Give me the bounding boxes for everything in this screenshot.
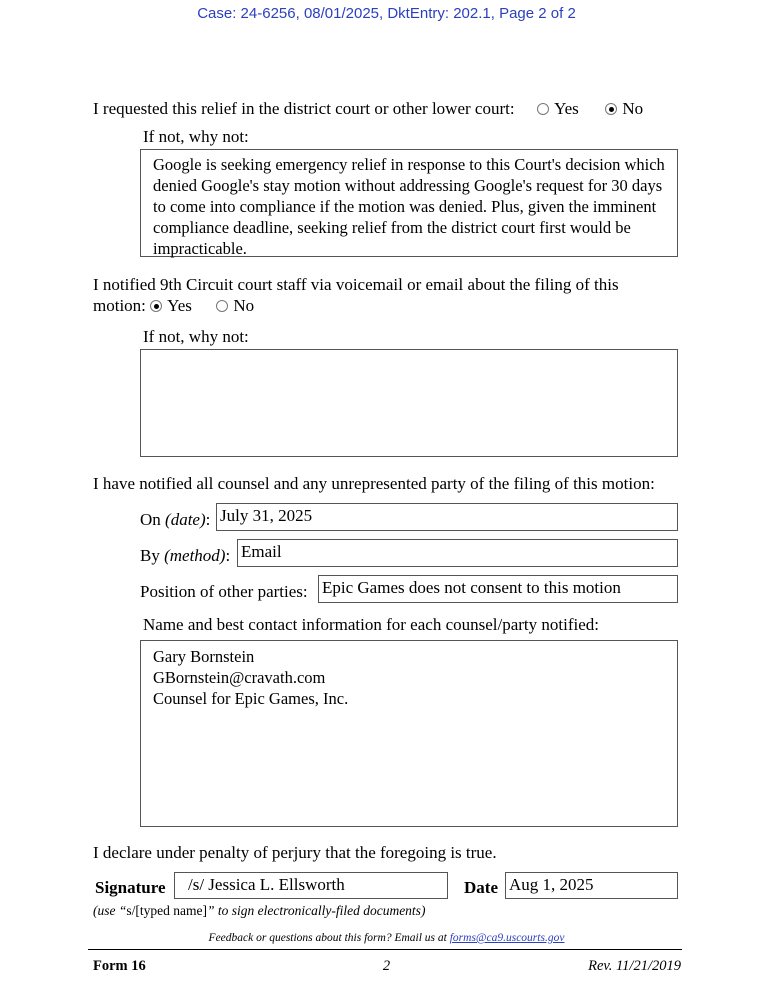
q1-why-label: If not, why not: [143,127,249,146]
contact-line: Counsel for Epic Games, Inc. [153,689,349,708]
q2-yes-radio[interactable] [150,300,162,312]
signature-date-field[interactable] [505,872,678,899]
q1-why-textarea[interactable] [140,149,678,257]
position-label: Position of other parties: [140,582,308,601]
signature-field[interactable] [174,872,448,899]
q2-question-line2 [93,296,254,316]
signature-note [93,903,425,919]
signature-label: Signature [95,878,166,897]
q2-why-text [141,350,677,358]
q2-no-radio[interactable] [216,300,228,312]
date-label-on: On [140,510,161,529]
position-value: Epic Games does not consent to this motion [322,578,621,597]
q1-no-label: No [622,99,644,118]
contact-line: GBornstein@cravath.com [153,668,326,687]
method-value: Email [241,542,282,561]
contact-line: Gary Bornstein [153,647,255,666]
q1-yes-label: Yes [554,99,579,118]
contact-label: Name and best contact information for each counsel/party notified: [143,615,600,634]
contact-text [141,641,677,713]
q1-yes-radio[interactable] [537,103,549,115]
q2-why-textarea[interactable] [140,349,678,457]
signature-note-b: s/[typed name] [126,903,207,918]
method-label: By (method): [140,546,231,565]
footer-divider [88,949,682,950]
date-label-italic: (date) [165,510,206,529]
footer-page-number: 2 [382,958,391,974]
feedback-line [0,932,773,944]
date-field[interactable] [216,503,678,531]
signature-note-c: ” to sign electronically-filed documents) [206,903,426,918]
date-label: On (date): [140,510,211,529]
q2-yes-label: Yes [167,296,192,315]
method-label-by: By [140,546,160,565]
contact-textarea[interactable] [140,640,678,827]
q2-label-line2: motion: [93,296,146,315]
footer-form: Form 16 [93,958,146,974]
footer-revision: Rev. 11/21/2019 [588,958,681,974]
q1-question [93,99,643,119]
q1-why-text: Google is seeking emergency relief in response to this Court's decision which denied Google's stay motion without addressing Google's request for 30 days to come into compliance if the motion was denied. Plus, given the imminent compliance deadline, seeking relief from the district court first would be impracticable. [153,155,665,258]
method-field[interactable] [237,539,678,567]
q2-no-label: No [233,296,255,315]
case-header: Case: 24-6256, 08/01/2025, DktEntry: 202.1, Page 2 of 2 [197,5,576,22]
feedback-email-link[interactable]: forms@ca9.uscourts.gov [449,932,565,944]
date-value: July 31, 2025 [220,506,313,525]
feedback-text: Feedback or questions about this form? Email us at [208,932,447,944]
q1-label: I requested this relief in the district court or other lower court: [93,99,515,118]
declaration: I declare under penalty of perjury that the foregoing is true. [93,843,497,862]
signature-date-label: Date [464,878,498,897]
signature-note-a: (use “ [93,903,127,918]
signature-value: /s/ Jessica L. Ellsworth [188,875,345,894]
method-label-italic: (method) [164,546,226,565]
notify-statement: I have notified all counsel and any unrepresented party of the filing of this motion: [93,474,655,493]
signature-date-value: Aug 1, 2025 [509,875,594,894]
q1-no-radio[interactable] [605,103,617,115]
q2-label-line1: I notified 9th Circuit court staff via voicemail or email about the filing of this [93,275,619,294]
q2-why-label: If not, why not: [143,327,249,346]
position-field[interactable] [318,575,678,603]
